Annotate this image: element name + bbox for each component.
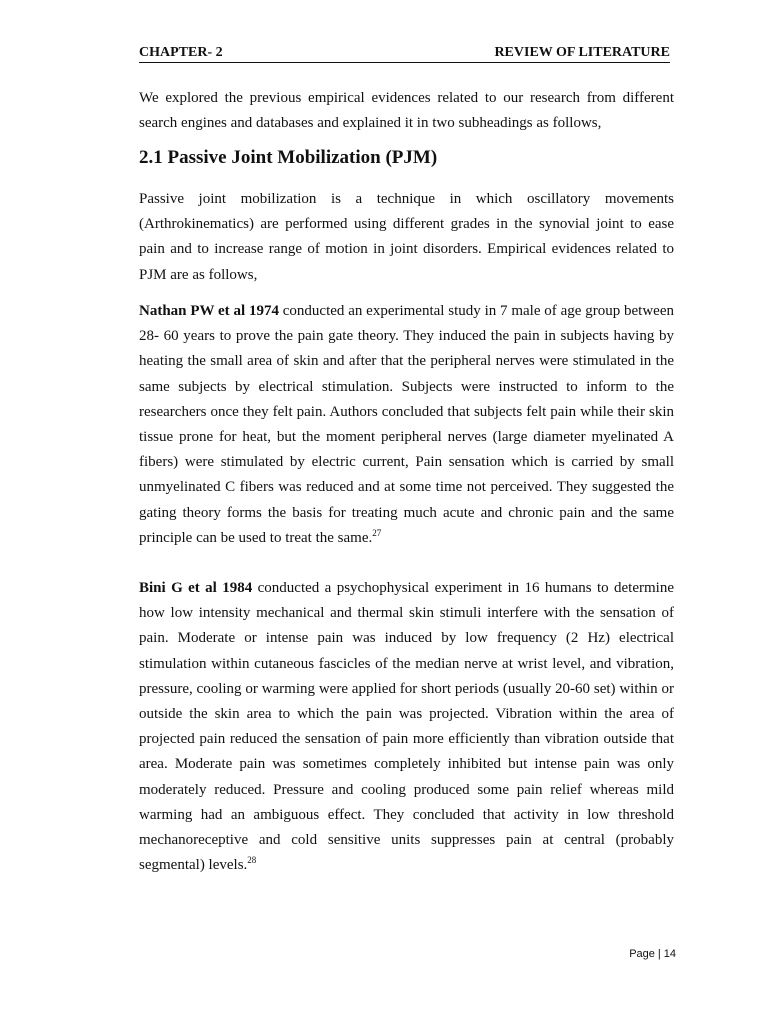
study-text: conducted an experimental study in 7 male of age group between 28- 60 years to prove the pain gate theory. They induced the pain in subjects having by heating the small area of skin and after that the peripheral nerves were stimulated in the same subjects by electrical stimulation. Subjects were instructed to inform to the researchers once they felt pain. Authors concluded that subjects felt pain while their skin tissue prone for heat, but the moment peripheral nerves (large diameter myelinated A fibers) were stimulated by electric current, Pain sensation which is carried by small unmyelinated C fibers was reduced and at some time not perceived. They suggested the gating theory forms the basis for treating much acute and chronic pain and the same principle can be used to treat the same. — [139, 303, 674, 546]
study-citation: Nathan PW et al 1974 — [139, 303, 279, 319]
study-paragraph-nathan — [139, 299, 674, 551]
section-heading: 2.1 Passive Joint Mobilization (PJM) — [139, 147, 438, 168]
page-separator: | — [657, 948, 661, 960]
study-citation: Bini G et al 1984 — [139, 580, 253, 596]
reference-number: 27 — [372, 527, 382, 538]
page-number: 14 — [663, 948, 676, 960]
chapter-title: REVIEW OF LITERATURE — [494, 45, 670, 60]
chapter-label: CHAPTER- 2 — [139, 45, 223, 60]
page-label: Page — [629, 948, 655, 960]
running-header — [139, 44, 670, 63]
study-paragraph-bini — [139, 576, 674, 878]
reference-number: 28 — [247, 855, 257, 866]
pjm-definition-paragraph: Passive joint mobilization is a technique in which oscillatory movements (Arthrokinematics) are performed using different grades in the synovial joint to ease pain and to increase range of motion in joint disorders. Empirical evidences related to PJM are as follows, — [139, 191, 674, 283]
page-footer — [606, 947, 676, 961]
study-text: conducted a psychophysical experiment in 16 humans to determine how low intensity mechanical and thermal skin stimuli interfere with the sensation of pain. Moderate or intense pain was induced by low frequency (2 Hz) electrical stimulation within cutaneous fascicles of the median nerve at wrist level, and vibration, pressure, cooling or warming were applied for short periods (usually 20-60 set) within or outside the skin area to which the pain was projected. Vibration within the area of projected pain reduced the sensation of pain more efficiently than vibration outside that area. Moderate pain was sometimes completely inhibited but intense pain was only moderately reduced. Pressure and cooling produced some pain relief whereas mild warming had an ambiguous effect. They concluded that activity in low threshold mechanoreceptive and cold sensitive units suppresses pain at central (probably segmental) levels. — [139, 580, 674, 874]
intro-paragraph: We explored the previous empirical evidences related to our research from different search engines and databases and explained it in two subheadings as follows, — [139, 90, 674, 132]
